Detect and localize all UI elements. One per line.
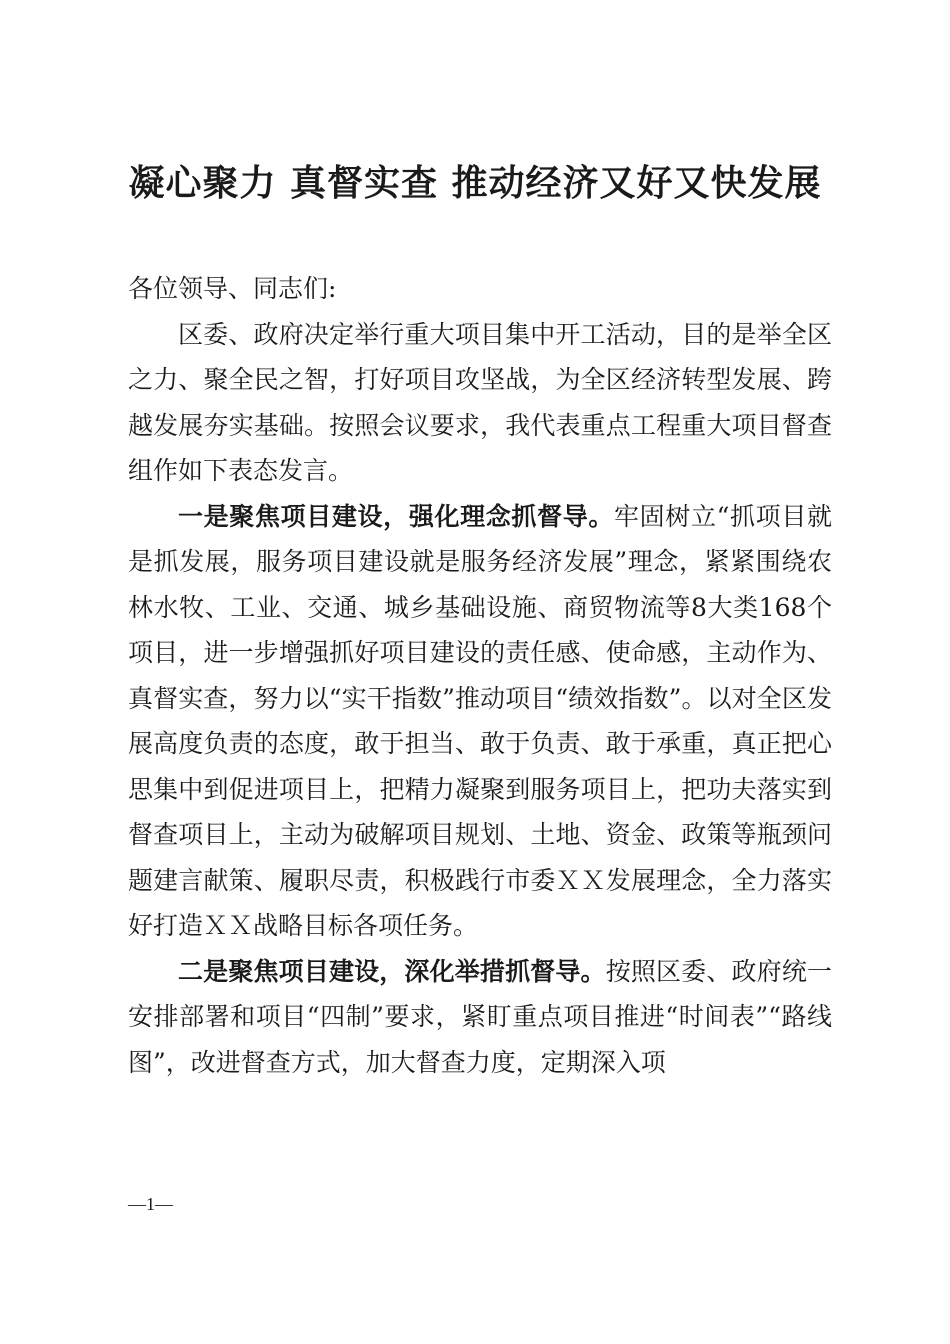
paragraph-point-one [128,494,832,949]
document-body [128,266,832,1085]
paragraph-intro [128,312,832,494]
paragraph-lead: 二是聚焦项目建设，深化举措抓督导。 [178,956,606,986]
paragraph-text: 按照区委、政府统一安排部署和项目“四制”要求，紧盯重点项目推进“时间表”“路线图”，改进督查方式，加大督查力度，定期深入项 [128,956,832,1077]
paragraph-point-two [128,949,832,1086]
page-number: —1— [128,1194,173,1214]
paragraph-text: 牢固树立“抓项目就是抓发展，服务项目建设就是服务经济发展”理念，紧紧围绕农林水牧、工业、交通、城乡基础设施、商贸物流等8大类168个项目，进一步增强抓好项目建设的责任感、使命感，主动作为、真督实查，努力以“实干指数”推动项目“绩效指数”。以对全区发展高度负责的态度，敢于担当、敢于负责、敢于承重，真正把心思集中到促进项目上，把精力凝聚到服务项目上，把功夫落实到督查项目上，主动为破解项目规划、土地、资金、政策等瓶颈问题建言献策、履职尽责，积极践行市委ＸＸ发展理念，全力落实好打造ＸＸ战略目标各项任务。 [128,501,832,940]
paragraph-text: 区委、政府决定举行重大项目集中开工活动，目的是举全区之力、聚全民之智，打好项目攻坚战，为全区经济转型发展、跨越发展夯实基础。按照会议要求，我代表重点工程重大项目督查组作如下表态发言。 [128,319,832,485]
document-title: 凝心聚力 真督实查 推动经济又好又快发展 [128,162,822,204]
salutation: 各位领导、同志们: [128,274,337,303]
paragraph-lead: 一是聚焦项目建设，强化理念抓督导。 [178,501,615,531]
